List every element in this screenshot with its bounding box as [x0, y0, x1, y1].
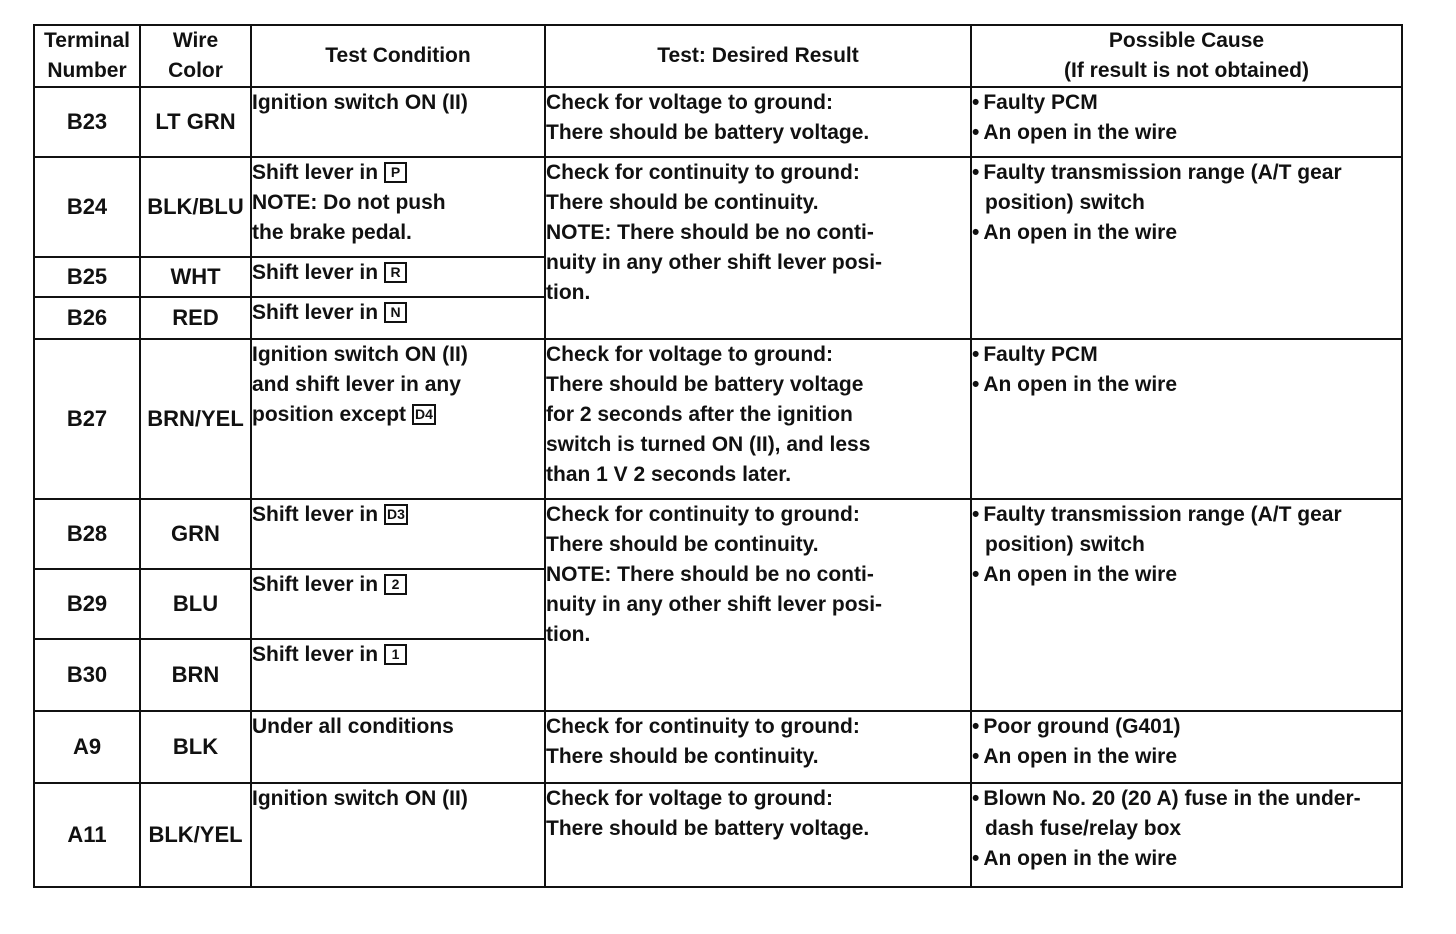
- table-row: [34, 711, 1402, 783]
- header-terminal-number: Terminal Number: [34, 25, 140, 87]
- test-condition-cell: Shift lever in R: [251, 257, 545, 297]
- terminal-cell: B29: [34, 569, 140, 639]
- desired-result-cell: Check for voltage to ground: There should be battery voltage.: [545, 87, 971, 157]
- desired-result-cell: Check for continuity to ground: There should be continuity. NOTE: There should be no conti- nuity in any other shift lever posi- tion.: [545, 157, 971, 339]
- terminal-cell: B30: [34, 639, 140, 711]
- wire-color-cell: LT GRN: [140, 87, 251, 157]
- terminal-cell: B27: [34, 339, 140, 499]
- terminal-cell: A11: [34, 783, 140, 887]
- test-condition-cell: Shift lever in N: [251, 297, 545, 339]
- desired-result-cell: Check for voltage to ground: There should be battery voltage.: [545, 783, 971, 887]
- test-condition-cell: Ignition switch ON (II) and shift lever in any position except D4: [251, 339, 545, 499]
- shift-position-box: 1: [384, 644, 407, 665]
- possible-cause-cell: • Faulty transmission range (A/T gear position) switch • An open in the wire: [971, 157, 1402, 339]
- desired-result-cell: Check for continuity to ground: There should be continuity. NOTE: There should be no conti- nuity in any other shift lever posi- tion.: [545, 499, 971, 711]
- terminal-cell: B26: [34, 297, 140, 339]
- possible-cause-cell: • Faulty transmission range (A/T gear position) switch • An open in the wire: [971, 499, 1402, 711]
- test-condition-cell: Shift lever in D3: [251, 499, 545, 569]
- terminal-cell: A9: [34, 711, 140, 783]
- header-desired-result: Test: Desired Result: [545, 25, 971, 87]
- shift-position-box: D4: [412, 404, 436, 425]
- wire-color-cell: BRN: [140, 639, 251, 711]
- terminal-cell: B28: [34, 499, 140, 569]
- table-row: [34, 499, 1402, 569]
- terminal-test-table: [33, 24, 1403, 888]
- test-condition-cell: Shift lever in P NOTE: Do not push the brake pedal.: [251, 157, 545, 257]
- shift-position-box: R: [384, 262, 407, 283]
- header-test-condition: Test Condition: [251, 25, 545, 87]
- wire-color-cell: RED: [140, 297, 251, 339]
- wire-color-cell: WHT: [140, 257, 251, 297]
- test-condition-cell: Shift lever in 2: [251, 569, 545, 639]
- wire-color-cell: BLK/BLU: [140, 157, 251, 257]
- possible-cause-cell: • Faulty PCM • An open in the wire: [971, 339, 1402, 499]
- terminal-cell: B23: [34, 87, 140, 157]
- wire-color-cell: BLK/YEL: [140, 783, 251, 887]
- wire-color-cell: GRN: [140, 499, 251, 569]
- wire-color-cell: BRN/YEL: [140, 339, 251, 499]
- header-wire-color: Wire Color: [140, 25, 251, 87]
- test-condition-cell: Shift lever in 1: [251, 639, 545, 711]
- test-condition-cell: Under all conditions: [251, 711, 545, 783]
- shift-position-box: 2: [384, 574, 407, 595]
- shift-position-box: N: [384, 302, 407, 323]
- possible-cause-cell: • Faulty PCM • An open in the wire: [971, 87, 1402, 157]
- possible-cause-cell: • Poor ground (G401) • An open in the wire: [971, 711, 1402, 783]
- desired-result-cell: Check for voltage to ground: There should be battery voltage for 2 seconds after the ignition switch is turned ON (II), and less than 1 V 2 seconds later.: [545, 339, 971, 499]
- table-row: [34, 339, 1402, 499]
- wire-color-cell: BLK: [140, 711, 251, 783]
- table-row: [34, 87, 1402, 157]
- wire-color-cell: BLU: [140, 569, 251, 639]
- shift-position-box: P: [384, 162, 407, 183]
- header-row: [34, 25, 1402, 87]
- test-condition-cell: Ignition switch ON (II): [251, 783, 545, 887]
- test-condition-cell: Ignition switch ON (II): [251, 87, 545, 157]
- desired-result-cell: Check for continuity to ground: There should be continuity.: [545, 711, 971, 783]
- shift-position-box: D3: [384, 504, 408, 525]
- terminal-cell: B25: [34, 257, 140, 297]
- possible-cause-cell: • Blown No. 20 (20 A) fuse in the under-dash fuse/relay box • An open in the wire: [971, 783, 1402, 887]
- table-row: [34, 157, 1402, 257]
- terminal-cell: B24: [34, 157, 140, 257]
- table-row: [34, 783, 1402, 887]
- header-possible-cause: Possible Cause (If result is not obtained): [971, 25, 1402, 87]
